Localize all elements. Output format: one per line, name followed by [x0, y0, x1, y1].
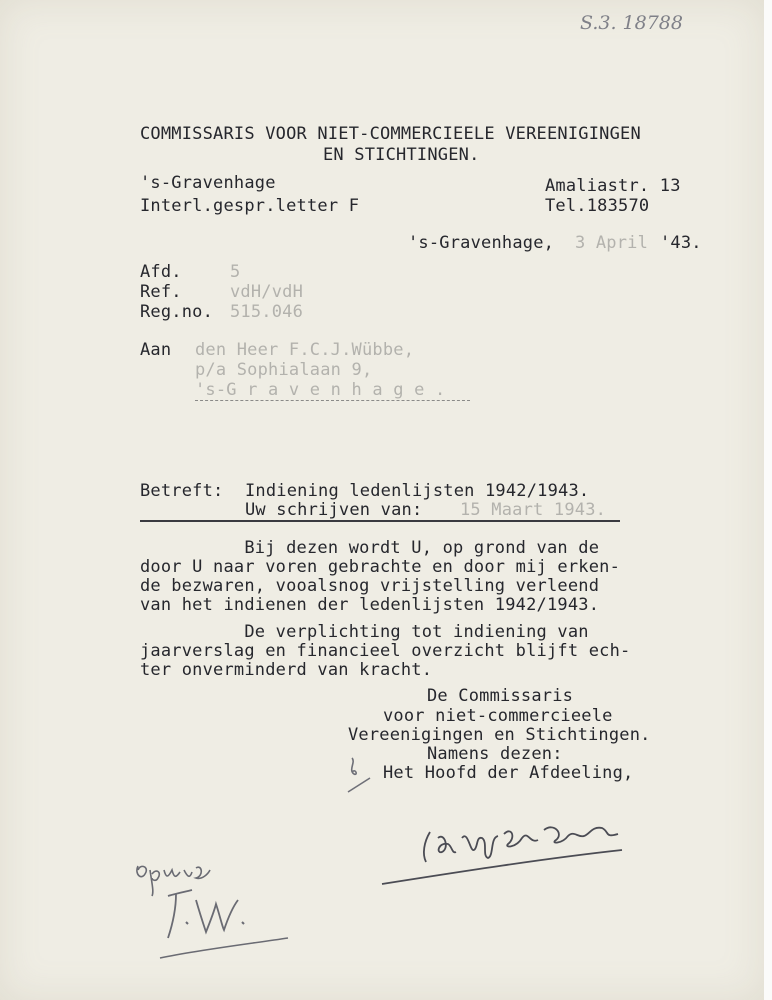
dateline-date: 3 April: [575, 233, 649, 253]
archive-number: S.3. 18788: [580, 12, 683, 34]
body-p2-line3: ter onverminderd van kracht.: [140, 660, 433, 680]
body-p1-line2: door U naar voren gebrachte en door mij erken-: [140, 557, 621, 577]
body-p1-line4: van het indienen der ledenlijsten 1942/1943.: [140, 595, 600, 615]
letterhead-address: Amaliastr. 13: [545, 176, 681, 196]
closing-line1: De Commissaris: [427, 686, 574, 706]
reg-value: 515.046: [230, 302, 304, 322]
body-p1-line1: Bij dezen wordt U, op grond van de: [140, 538, 600, 558]
closing-line3: Vereenigingen en Stichtingen.: [348, 725, 651, 745]
subject-underline: [140, 520, 620, 522]
signature: [378, 808, 638, 888]
betreft-value: Indiening ledenlijsten 1942/1943.: [245, 481, 590, 501]
body-p2-line1: De verplichting tot indiening van: [140, 622, 589, 642]
dateline-prefix: 's-Gravenhage,: [408, 233, 555, 253]
aan-label: Aan: [140, 340, 172, 360]
page-edge: [764, 0, 772, 1000]
closing-line5: Het Hoofd der Afdeeling,: [383, 763, 634, 783]
afd-label: Afd.: [140, 262, 182, 282]
letterhead-city: 's-Gravenhage: [140, 173, 276, 193]
ref-label: Ref.: [140, 282, 182, 302]
letterhead-title-line2: EN STICHTINGEN.: [323, 145, 480, 165]
recipient-line1: den Heer F.C.J.Wübbe,: [195, 340, 415, 360]
letterhead-title-line1: COMMISSARIS VOOR NIET-COMMERCIEELE VEREENIGINGEN: [140, 124, 641, 144]
letterhead-phone: Tel.183570: [545, 196, 650, 216]
reg-label: Reg.no.: [140, 302, 214, 322]
closing-line2: voor niet-commercieele: [383, 706, 613, 726]
afd-value: 5: [230, 262, 241, 282]
body-p1-line3: de bezwaren, vooalsnog vrijstelling verleend: [140, 576, 600, 596]
initial-mark: [344, 752, 374, 796]
schrijven-value: 15 Maart 1943.: [460, 500, 607, 520]
ref-value: vdH/vdH: [230, 282, 304, 302]
dateline-year: '43.: [660, 233, 702, 253]
betreft-label: Betreft:: [140, 481, 224, 501]
margin-note-initials: [158, 886, 298, 966]
closing-line4: Namens dezen:: [427, 744, 563, 764]
body-p2-line2: jaarverslag en financieel overzicht blijft ech-: [140, 641, 631, 661]
recipient-underline: [195, 400, 470, 401]
letterhead-interlocal: Interl.gespr.letter F: [140, 196, 360, 216]
schrijven-label: Uw schrijven van:: [245, 500, 423, 520]
recipient-line2: p/a Sophialaan 9,: [195, 360, 373, 380]
recipient-line3: 's-G r a v e n h a g e .: [195, 380, 446, 400]
